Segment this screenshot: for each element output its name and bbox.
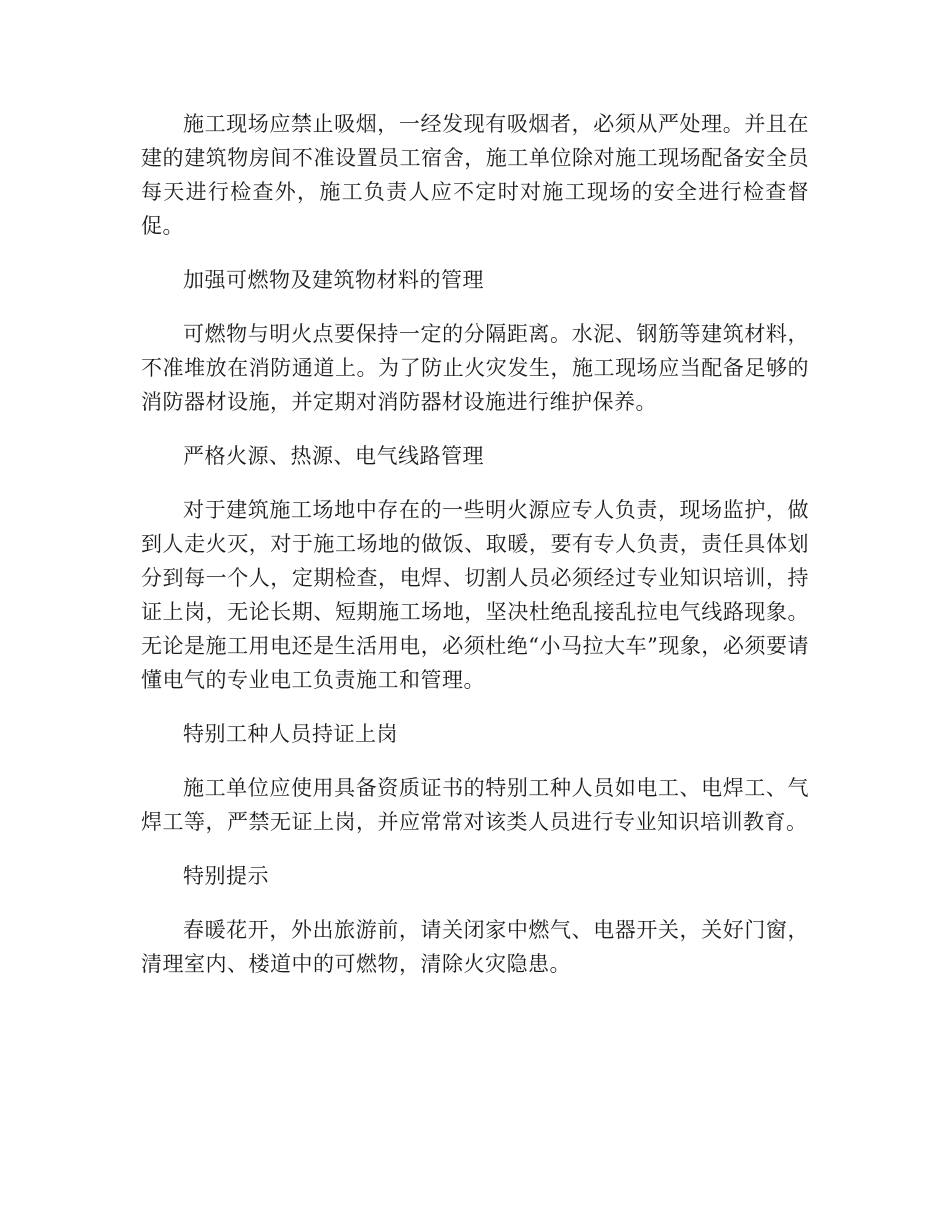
heading-fire-source-management: 严格火源、热源、电气线路管理 bbox=[183, 444, 484, 468]
heading-special-workers: 特别工种人员持证上岗 bbox=[183, 722, 398, 746]
heading-combustible-materials: 加强可燃物及建筑物材料的管理 bbox=[183, 268, 484, 292]
paragraph-combustible-materials: 可燃物与明火点要保持一定的分隔距离。水泥、钢筋等建筑材料，不准堆放在消防通道上。为了防止火灾发生，施工现场应当配备足够的消防器材设施，并定期对消防器材设施进行维护保养。 bbox=[141, 322, 809, 414]
paragraph-fire-source-management: 对于建筑施工场地中存在的一些明火源应专人负责，现场监护，做到人走火灭，对于施工场地的做饭、取暖，要有专人负责，责任具体划分到每一个人，定期检查，电焊、切割人员必须经过专业知识培训，持证上岗，无论长期、短期施工场地，坚决杜绝乱接乱拉电气线路现象。无论是施工用电还是生活用电，必须杜绝“小马拉大车”现象，必须要请懂电气的专业电工负责施工和管理。 bbox=[141, 498, 809, 692]
paragraph-special-workers: 施工单位应使用具备资质证书的特别工种人员如电工、电焊工、气焊工等，严禁无证上岗，并应常常对该类人员进行专业知识培训教育。 bbox=[141, 776, 809, 834]
paragraph-smoking-ban: 施工现场应禁止吸烟，一经发现有吸烟者，必须从严处理。并且在建的建筑物房间不准设置员工宿舍，施工单位除对施工现场配备安全员每天进行检查外，施工负责人应不定时对施工现场的安全进行检查督促。 bbox=[141, 112, 809, 238]
paragraph-special-tips: 春暖花开，外出旅游前，请关闭家中燃气、电器开关，关好门窗，清理室内、楼道中的可燃物，清除火灾隐患。 bbox=[141, 918, 809, 976]
document-body bbox=[141, 107, 809, 1001]
heading-special-tips: 特别提示 bbox=[183, 864, 269, 888]
